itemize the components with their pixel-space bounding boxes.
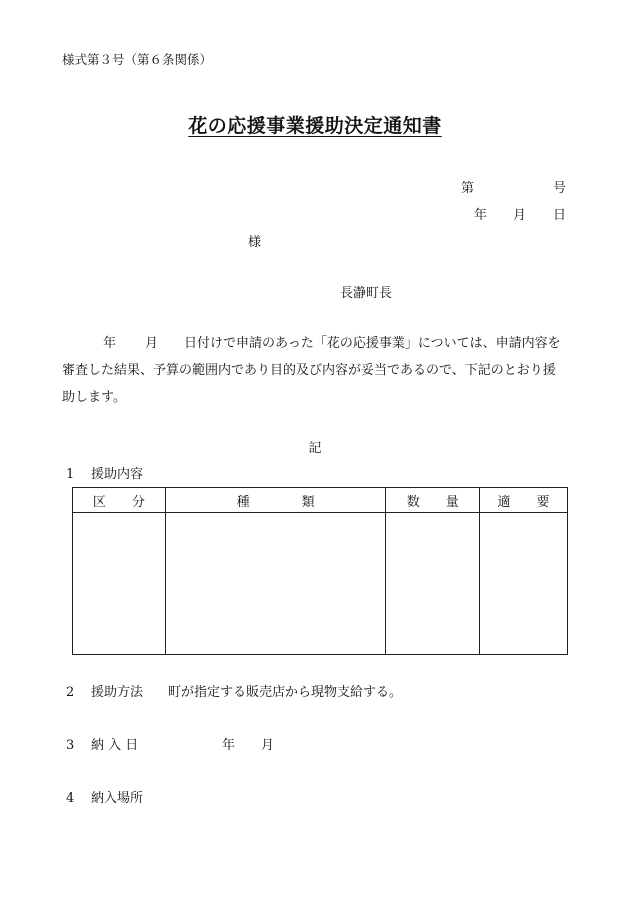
recipient-honorific: 様 xyxy=(248,235,262,250)
body-year-label: 年 xyxy=(103,336,117,351)
aid-content-table xyxy=(72,487,568,655)
item-2-value: 町が指定する販売店から現物支給する。 xyxy=(168,685,403,700)
item-3-label: 納 入 日 xyxy=(91,738,139,753)
cell-category[interactable] xyxy=(73,513,166,655)
body-text-line-1: 日付けで申請のあった「花の応援事業」については、申請内容を xyxy=(184,336,561,351)
header-category: 区 分 xyxy=(73,488,166,513)
item-2-number: 2 xyxy=(66,685,75,700)
doc-number-prefix: 第 xyxy=(461,181,475,196)
header-remarks: 適 要 xyxy=(480,488,568,513)
item-2-label: 援助方法 xyxy=(91,685,144,700)
item-3-month-label: 月 xyxy=(261,738,275,753)
body-text-line-3: 助します。 xyxy=(62,390,126,405)
body-month-label: 月 xyxy=(145,336,159,351)
item-1-number: 1 xyxy=(66,467,75,482)
form-number: 様式第３号（第６条関係） xyxy=(62,52,213,67)
date-month-label: 月 xyxy=(513,208,527,223)
document-title xyxy=(0,117,630,136)
cell-type[interactable] xyxy=(165,513,385,655)
item-4-number: 4 xyxy=(66,791,75,806)
table-header-row xyxy=(73,488,568,513)
ki-heading: 記 xyxy=(308,441,322,456)
date-year-label: 年 xyxy=(474,208,488,223)
cell-quantity[interactable] xyxy=(386,513,480,655)
date-day-label: 日 xyxy=(553,208,567,223)
header-type: 種 類 xyxy=(165,488,385,513)
document-title-text: 花の応援事業援助決定通知書 xyxy=(188,115,442,137)
item-3-year-label: 年 xyxy=(222,738,236,753)
item-4-label: 納入場所 xyxy=(91,791,144,806)
item-3-number: 3 xyxy=(66,738,75,753)
doc-number-suffix: 号 xyxy=(553,181,567,196)
body-text-line-2: 審査した結果、予算の範囲内であり目的及び内容が妥当であるので、下記のとおり援 xyxy=(62,363,556,378)
cell-remarks[interactable] xyxy=(480,513,568,655)
table-row xyxy=(73,513,568,655)
item-1-label: 援助内容 xyxy=(91,467,144,482)
header-quantity: 数 量 xyxy=(386,488,480,513)
issuer-name: 長瀞町長 xyxy=(340,286,393,301)
